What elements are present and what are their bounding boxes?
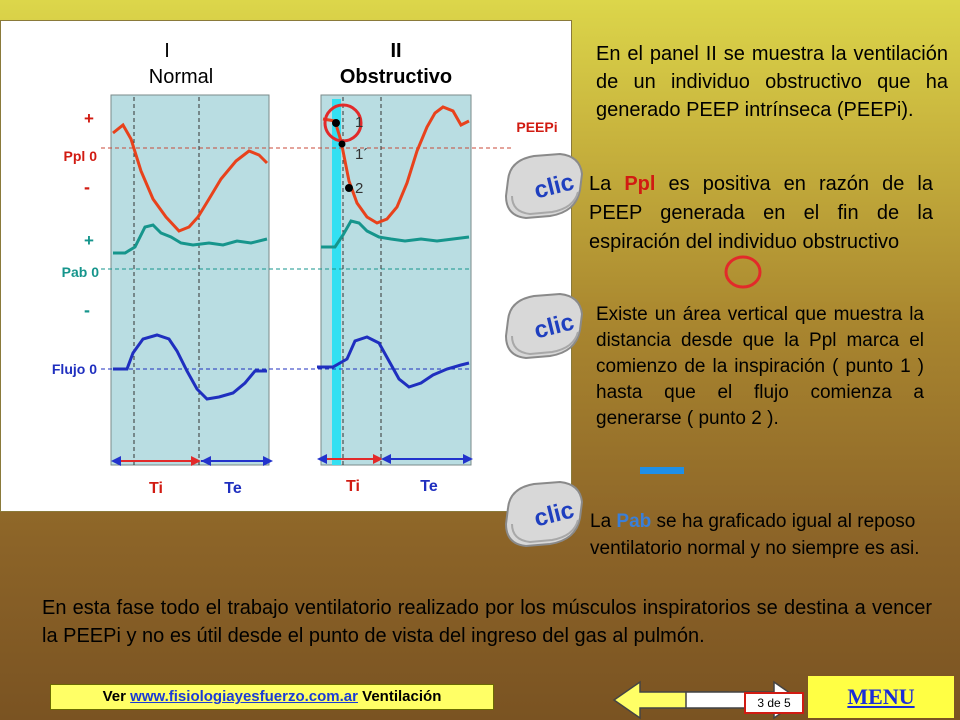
menu-button[interactable]: MENU xyxy=(808,676,954,718)
paragraph-bottom xyxy=(42,594,932,650)
footer-suffix: Ventilación xyxy=(358,688,442,705)
paragraph-ppl-prefix: La xyxy=(589,173,625,195)
ppl-minus-sign: - xyxy=(84,177,90,197)
point-1-dot xyxy=(332,119,340,127)
panel-1-title: Normal xyxy=(148,66,214,88)
clic-button-2-label: clic xyxy=(531,308,577,345)
paragraph-vertical-area xyxy=(596,302,924,432)
point-2-label: 2 xyxy=(355,180,364,197)
pab-minus-sign: - xyxy=(84,300,90,320)
paragraph-pab-suffix: se ha graficado igual al reposo ventilatorio normal y no siempre es asi. xyxy=(590,511,920,559)
ti-label-normal: Ti xyxy=(149,480,163,497)
clic-button-3[interactable] xyxy=(500,478,586,550)
panel-2-title: Obstructivo xyxy=(339,66,453,88)
clic-button-2[interactable] xyxy=(500,290,586,362)
panel-1-numeral: I xyxy=(164,40,170,62)
paragraph-bottom-text: En esta fase todo el trabajo ventilatorio realizado por los músculos inspiratorios se destina a vencer la PEEPi y no es útil desde el punto de vista del ingreso del gas al pulmón. xyxy=(42,597,932,647)
footer-source xyxy=(50,684,494,710)
figure-panel xyxy=(0,20,572,512)
pab-axis-label: Pab 0 xyxy=(61,264,99,280)
cyan-bar-reference-icon xyxy=(640,467,684,474)
footer-prefix: Ver xyxy=(102,688,131,705)
footer-link[interactable]: www.fisiologiayesfuerzo.com.ar xyxy=(130,688,358,705)
paragraph-vertical-area-text: Existe un área vertical que muestra la distancia desde que la Ppl marca el comienzo de la inspiración ( punto 1 ) hasta que el flujo comienza a generarse ( punto 2 ). xyxy=(596,304,924,429)
point-1-label: 1 xyxy=(355,114,364,131)
paragraph-panel-ii xyxy=(596,40,948,124)
ppl-plus-sign: + xyxy=(84,109,94,128)
paragraph-pab xyxy=(590,508,926,562)
peepi-vertical-bar xyxy=(332,99,341,465)
paragraph-ppl-suffix: es positiva en razón de la PEEP generada en el fin de la espiración del individuo obstructivo xyxy=(589,173,933,253)
point-1p-label: 1´ xyxy=(355,146,369,163)
ppl-reference-circle xyxy=(722,254,764,290)
ti-label-obstructive: Ti xyxy=(346,478,360,495)
te-label-normal: Te xyxy=(224,480,242,497)
pab-highlight: Pab xyxy=(616,511,652,532)
paragraph-panel-ii-text: En el panel II se muestra la ventilación de un individuo obstructivo que ha generado PEEP intrínseca (PEEPi). xyxy=(596,43,948,121)
ppl-axis-label: Ppl 0 xyxy=(63,148,97,164)
peepi-label: PEEPi xyxy=(516,119,558,135)
ppl-highlight: Ppl xyxy=(624,173,656,195)
paragraph-pab-prefix: La xyxy=(590,511,617,532)
clic-button-1-label: clic xyxy=(531,168,577,205)
pab-plus-sign: + xyxy=(84,231,94,250)
te-label-obstructive: Te xyxy=(420,478,438,495)
ventilation-chart xyxy=(1,21,573,513)
panel-2-numeral: II xyxy=(390,40,402,62)
page-counter: 3 de 5 xyxy=(744,692,804,714)
clic-button-1[interactable] xyxy=(500,150,586,222)
paragraph-ppl xyxy=(589,170,933,257)
clic-button-3-label: clic xyxy=(531,496,577,533)
flujo-axis-label: Flujo 0 xyxy=(51,361,97,377)
point-2-dot xyxy=(345,184,353,192)
point-1p-dot xyxy=(339,141,346,148)
